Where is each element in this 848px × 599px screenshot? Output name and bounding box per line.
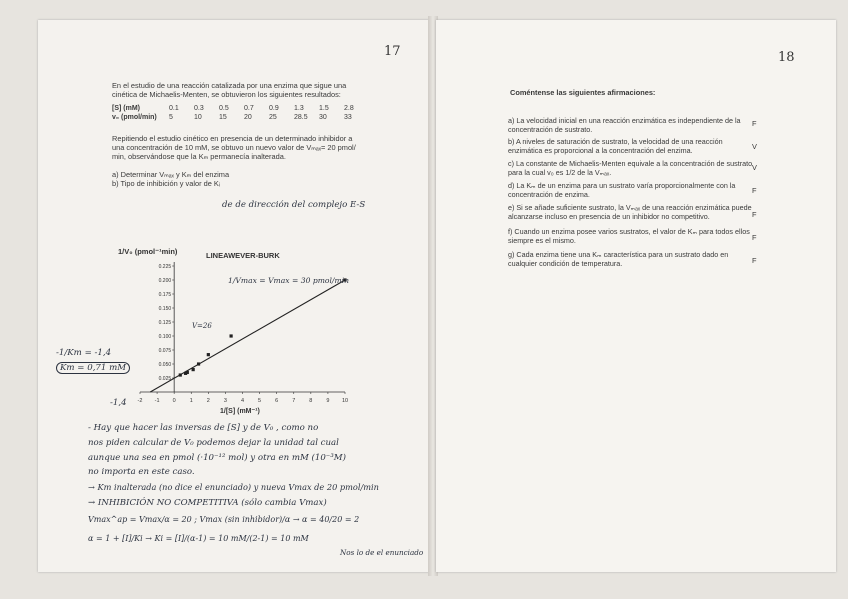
x-tick-label: 4 xyxy=(240,398,245,404)
right-page-heading: Coméntense las siguientes afirmaciones: xyxy=(510,88,656,97)
x-tick-label: 3 xyxy=(223,398,227,404)
handwritten-note-5: → Km inalterada (no dice el enunciado) y nueva Vmax de 20 pmol/min xyxy=(88,482,379,492)
statement-b-answer: V xyxy=(752,142,757,151)
handwritten-note-1: - Hay que hacer las inversas de [S] y de V₀ , como no xyxy=(88,423,319,433)
statement-c-answer: V xyxy=(752,163,757,172)
handwritten-top-note: de de dirección del complejo E-S xyxy=(222,200,366,210)
handwritten-intercept: -1/Km = -1,4 xyxy=(56,348,112,358)
data-point xyxy=(230,334,233,337)
data-point xyxy=(207,353,210,356)
x-tick-label: 10 xyxy=(341,398,349,404)
statement-g-answer: F xyxy=(752,256,757,265)
handwritten-note-4: no importa en este caso. xyxy=(88,467,195,477)
handwritten-km: Km = 0,71 mM xyxy=(56,362,130,374)
statement-d-answer: F xyxy=(752,186,757,195)
statement-b: b) A niveles de saturación de sustrato, la velocidad de una reacción enzimática es proporcional a la concentración del enzima. xyxy=(508,137,723,155)
x-tick-label: 6 xyxy=(275,398,279,404)
left-page-number: 17 xyxy=(384,44,401,59)
table-cell: 33 xyxy=(344,114,352,121)
data-point xyxy=(197,362,200,365)
table-cell: 28.5 xyxy=(294,114,308,121)
handwritten-vmax-mark: V=26 xyxy=(192,322,212,330)
question-b: b) Tipo de inhibición y valor de Kᵢ xyxy=(112,179,220,188)
y-tick-label: 0.025 xyxy=(158,376,172,382)
table-cell: 1.3 xyxy=(294,105,304,112)
paragraph-line-1: Repitiendo el estudio cinético en presencia de un determinado inhibidor a xyxy=(112,134,353,143)
statement-a-answer: F xyxy=(752,119,757,128)
x-tick-label: 1 xyxy=(189,398,193,404)
table-cell: 0.3 xyxy=(194,105,204,112)
data-point xyxy=(192,368,195,371)
x-tick-label: 7 xyxy=(292,398,296,404)
table-row xyxy=(112,113,369,122)
y-tick-label: 0.100 xyxy=(158,334,172,340)
table-cell: 10 xyxy=(194,114,202,121)
table-cell: 0.5 xyxy=(219,105,229,112)
table-row-label: [S] (mM) xyxy=(112,105,140,112)
data-point xyxy=(186,371,189,374)
handwritten-note-7: Vmax^ap = Vmax/α = 20 ; Vmax (sin inhibidor)/α → α = 40/20 = 2 xyxy=(88,515,360,524)
table-cell: 2.8 xyxy=(344,105,354,112)
chart-title: LINEAWEVER-BURK xyxy=(206,251,280,260)
x-tick-label: 9 xyxy=(326,398,330,404)
x-tick-label: -1 xyxy=(154,398,160,404)
chart-xlabel: 1/[S] (mM⁻¹) xyxy=(220,408,260,415)
paragraph-line-2: una concentración de 10 mM, se obtuvo un nuevo valor de Vₘₐₓ= 20 pmol/ xyxy=(112,143,356,152)
x-tick-label: 5 xyxy=(258,398,262,404)
table-cell: 30 xyxy=(319,114,327,121)
statement-g: g) Cada enzima tiene una Kₘ característica para un sustrato dado en cualquier condición de temperatura. xyxy=(508,250,729,268)
table-cell: 0.9 xyxy=(269,105,279,112)
x-tick-label: 8 xyxy=(309,398,313,404)
x-tick-label: 2 xyxy=(206,398,210,404)
table-cell: 25 xyxy=(269,114,277,121)
statement-f: f) Cuando un enzima posee varios sustratos, el valor de Kₘ para todos ellos siempre es el mismo. xyxy=(508,227,750,245)
handwritten-slope: 1/Vmax = Vmax = 30 pmol/min xyxy=(228,276,349,285)
paragraph-line-3: min, observándose que la Kₘ permanecía inalterada. xyxy=(112,152,286,161)
x-tick-label: 0 xyxy=(172,398,176,404)
chart-ticks xyxy=(138,264,349,404)
handwritten-note-6: → INHIBICIÓN NO COMPETITIVA (sólo cambia Vmax) xyxy=(88,498,327,508)
y-tick-label: 0.150 xyxy=(158,306,172,312)
statement-f-answer: F xyxy=(752,233,757,242)
handwritten-axis-mark: -1,4 xyxy=(110,398,127,408)
data-point xyxy=(179,373,182,376)
table-row-label: v₀ (pmol/min) xyxy=(112,114,157,121)
table-cell: 15 xyxy=(219,114,227,121)
table-cell: 1.5 xyxy=(319,105,329,112)
y-tick-label: 0.075 xyxy=(158,348,172,354)
statement-e: e) Si se añade suficiente sustrato, la Vₘₐₓ de una reacción enzimática puede alcanzarse incluso en presencia de un inhibidor no competitivo. xyxy=(508,203,752,221)
handwritten-note-9: Nos lo de el enunciado xyxy=(340,548,424,557)
y-tick-label: 0.175 xyxy=(158,292,172,298)
chart-ylabel: 1/V₀ (pmol⁻¹min) xyxy=(118,247,178,256)
statement-c: c) La constante de Michaelis-Menten equivale a la concentración de sustrato para la cual v₀ es 1/2 de la Vₘₐₓ. xyxy=(508,159,753,177)
question-a: a) Determinar Vₘₐₓ y Kₘ del enzima xyxy=(112,170,230,179)
handwritten-note-2: nos piden calcular de V₀ podemos dejar la unidad tal cual xyxy=(88,438,339,448)
y-tick-label: 0.125 xyxy=(158,320,172,326)
table-cell: 0.7 xyxy=(244,105,254,112)
y-tick-label: 0.225 xyxy=(158,264,172,270)
table-cell: 5 xyxy=(169,114,173,121)
right-page xyxy=(436,20,836,572)
y-tick-label: 0.200 xyxy=(158,278,172,284)
statement-e-answer: F xyxy=(752,210,757,219)
lineweaver-burk-chart xyxy=(100,238,375,418)
x-tick-label: -2 xyxy=(137,398,143,404)
intro-line-2: cinética de Michaelis-Menten, se obtuvieron los siguientes resultados: xyxy=(112,90,341,99)
statement-a: a) La velocidad inicial en una reacción enzimática es independiente de la concentración de sustrato. xyxy=(508,116,741,134)
handwritten-note-3: aunque una sea en pmol (·10⁻¹² mol) y otra en mM (10⁻³M) xyxy=(88,453,346,463)
table-cell: 0.1 xyxy=(169,105,179,112)
intro-line-1: En el estudio de una reacción catalizada por una enzima que sigue una xyxy=(112,81,347,90)
kinetics-table xyxy=(112,104,369,122)
table-row xyxy=(112,104,369,113)
right-page-number: 18 xyxy=(778,50,795,65)
handwritten-note-8: α = 1 + [I]/Ki → Ki = [I]/(α-1) = 10 mM/(2-1) = 10 mM xyxy=(88,534,309,543)
chart-marks xyxy=(150,278,346,392)
y-tick-label: 0.050 xyxy=(158,362,172,368)
table-cell: 20 xyxy=(244,114,252,121)
statement-d: d) La Kₘ de un enzima para un sustrato varía proporcionalmente con la concentración de enzima. xyxy=(508,181,736,199)
